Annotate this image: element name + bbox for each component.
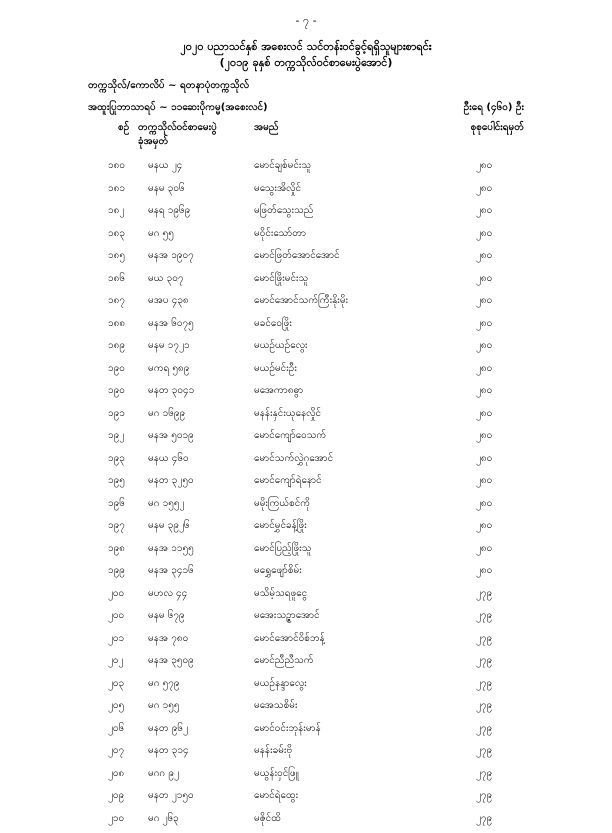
roll-number-cell: မနတ ၉၆၂ — [148, 721, 188, 736]
table-row — [0, 496, 612, 519]
table-row — [0, 271, 612, 294]
serial-cell: ၁၉၈ — [108, 541, 125, 556]
table-row — [0, 338, 612, 361]
roll-number-cell: မဂ ၅၇၉ — [148, 676, 179, 691]
score-cell: ၂၇၉ — [476, 743, 492, 758]
table-row — [0, 473, 612, 496]
name-cell: မောင်ချစ်မင်းသူ — [254, 158, 311, 173]
serial-cell: ၂၀၃ — [108, 676, 124, 691]
roll-number-cell: မဂ ၅၅ — [148, 226, 174, 241]
name-cell: မောင်အောင်ဝိစ်ဘန့် — [254, 631, 325, 646]
serial-cell: ၂၁၀ — [108, 811, 124, 826]
score-cell: ၂၇၉ — [476, 608, 492, 623]
name-cell: မအေသစိမ်း — [254, 698, 297, 713]
roll-number-cell: မနတ ၃၁၄ — [148, 743, 189, 758]
table-row — [0, 743, 612, 766]
page-number: - ၇ - — [0, 14, 612, 30]
serial-cell: ၂၀၀ — [108, 608, 124, 623]
major-line: အထူးပြုဘာသာရပ် ~ ၁၁ဆေးပိုကမ္မ(အစေးလင်) — [88, 100, 268, 115]
name-cell: မောင်ကျော်ရဲနောင် — [254, 473, 322, 488]
header-roll-number: တက္ကသိုလ်ဝင်စာမေးပွဲ — [138, 120, 217, 135]
serial-cell: ၁၈၃ — [108, 226, 125, 241]
roll-number-cell: မဂ ၁၅၅၂ — [148, 496, 184, 511]
name-cell: မမိုးကြယ်စင်ကို — [254, 496, 310, 511]
table-row — [0, 203, 612, 226]
serial-cell: ၁၈၈ — [108, 316, 125, 331]
serial-cell: ၁၈၉ — [108, 338, 125, 353]
table-row — [0, 518, 612, 541]
table-row — [0, 226, 612, 249]
roll-number-cell: မဂဂ ၉၂ — [148, 766, 179, 781]
serial-cell: ၂၀၈ — [108, 766, 124, 781]
name-cell: မရွှေဖျော်စိမ်း — [254, 563, 302, 578]
table-row — [0, 721, 612, 744]
table-row — [0, 316, 612, 339]
name-cell: မောင်သက်လွှဲဂုအောင် — [254, 451, 333, 466]
score-cell: ၂၇၉ — [476, 811, 492, 826]
name-cell: မအေကာ၈ဓွာ — [254, 383, 303, 398]
serial-cell: ၁၉၂ — [108, 428, 124, 443]
roll-number-cell: မနမ ၁၇၂၁ — [148, 338, 190, 353]
table-row — [0, 181, 612, 204]
table-row — [0, 361, 612, 384]
score-cell: ၂၈၀ — [476, 563, 492, 578]
table-row — [0, 811, 612, 833]
name-cell: မခင်ဝေဖြိုး — [254, 316, 292, 331]
roll-number-cell: မနတ ၃၀၄၁ — [148, 383, 194, 398]
name-cell: မယဉ်ယဉ်လွေး — [254, 338, 308, 353]
name-cell: မသွေးအိလှိုင် — [254, 181, 301, 196]
score-cell: ၂၈၀ — [476, 451, 492, 466]
score-cell: ၂၈၀ — [476, 248, 492, 263]
score-cell: ၂၇၉ — [476, 721, 492, 736]
roll-number-cell: မဂ ၁၅၅ — [148, 698, 179, 713]
score-cell: ၂၈၀ — [476, 473, 492, 488]
name-cell: မောင်ညီညီသက် — [254, 653, 314, 668]
header-serial: စဉ် — [118, 120, 129, 135]
name-cell: မောင်မွှင်ခန့်ဖြိုး — [254, 518, 307, 533]
student-list — [0, 158, 612, 833]
serial-cell: ၁၈၇ — [108, 293, 125, 308]
header-roll-number-line2: ခုံအမှတ် — [138, 134, 168, 149]
roll-number-cell: မအပ ၄၃၈ — [148, 293, 189, 308]
score-cell: ၂၈၀ — [476, 316, 492, 331]
serial-cell: ၁၉၀ — [108, 383, 125, 398]
score-cell: ၂၈၀ — [476, 271, 492, 286]
name-cell: မဇိုင်ထိ — [254, 811, 281, 826]
score-cell: ၂၇၉ — [476, 653, 492, 668]
roll-number-cell: မနအ ၃၄၁၆ — [148, 563, 194, 578]
roll-number-cell: မဟလ ၄၄ — [148, 586, 187, 601]
score-cell: ၂၈၀ — [476, 338, 492, 353]
name-cell: မောင်အောင်သက်ကြီးနိုးမိုး — [254, 293, 348, 308]
serial-cell: ၂၀၇ — [108, 743, 124, 758]
roll-number-cell: မဂ ၁၆၉၉ — [148, 406, 185, 421]
table-row — [0, 563, 612, 586]
name-cell: မနန်းခမ်းဗို — [254, 743, 292, 758]
roll-number-cell: မနမ ၃၉၂၆ — [148, 518, 190, 533]
serial-cell: ၁၉၀ — [108, 361, 125, 376]
serial-cell: ၁၈၂ — [108, 203, 124, 218]
score-cell: ၂၈၀ — [476, 383, 492, 398]
roll-number-cell: မနမ ၆၇၉ — [148, 608, 185, 623]
table-row — [0, 766, 612, 789]
table-row — [0, 586, 612, 609]
roll-number-cell: မနအ ၁၁၅၅ — [148, 541, 194, 556]
roll-number-cell: မနတ ၂၁၅၀ — [148, 788, 194, 803]
roll-number-cell: မနအ ၇၈၀ — [148, 631, 188, 646]
name-cell: မောင်ပြည့်ဖြိုးသူ — [254, 541, 311, 556]
score-cell: ၂၇၉ — [476, 676, 492, 691]
header-total-marks: စုစုပေါင်းရမှတ် — [471, 120, 524, 135]
name-cell: မောင်ဖြတ်အောင်အောင် — [254, 248, 340, 263]
roll-number-cell: မနအ ၆၀၇၅ — [148, 316, 194, 331]
name-cell: မောင်ဖြိုးမင်းသူ — [254, 271, 308, 286]
name-cell: မယွန်းဝှင်ဖြူ — [254, 766, 299, 781]
serial-cell: ၂၀၀ — [108, 586, 124, 601]
table-row — [0, 248, 612, 271]
header-name: အမည် — [254, 120, 279, 135]
serial-cell: ၂၀၅ — [108, 698, 124, 713]
name-cell: မယဉ်နန္ဒာလွေး — [254, 676, 307, 691]
table-row — [0, 676, 612, 699]
score-cell: ၂၇၉ — [476, 631, 492, 646]
serial-cell: ၁၉၅ — [108, 473, 125, 488]
score-cell: ၂၈၀ — [476, 158, 492, 173]
score-cell: ၂၈၀ — [476, 541, 492, 556]
roll-number-cell: မနမ ၃၀၆ — [148, 181, 185, 196]
score-cell: ၂၈၀ — [476, 496, 492, 511]
name-cell: မဝိုင်းသော်တာ — [254, 226, 306, 241]
score-cell: ၂၈၀ — [476, 361, 492, 376]
table-row — [0, 293, 612, 316]
score-cell: ၂၇၉ — [476, 766, 492, 781]
table-row — [0, 383, 612, 406]
university-line: တက္ကသိုလ်/ကောလိပ် ~ ရတနာပုံတက္ကသိုလ် — [88, 78, 249, 93]
table-row — [0, 653, 612, 676]
roll-number-cell: မယ ၃၀၇ — [148, 271, 183, 286]
roll-number-cell: မကရ ၅၈၉ — [148, 361, 189, 376]
score-cell: ၂၈၀ — [476, 406, 492, 421]
serial-cell: ၁၈၆ — [108, 271, 125, 286]
serial-cell: ၂၀၂ — [108, 653, 123, 668]
roll-number-cell: မနတ ၃၂၅၀ — [148, 473, 194, 488]
roll-number-cell: မနယ ၄၆၀ — [148, 451, 189, 466]
serial-cell: ၁၉၆ — [108, 496, 125, 511]
serial-cell: ၁၈၁ — [108, 181, 125, 196]
serial-cell: ၁၉၁ — [108, 406, 125, 421]
serial-cell: ၁၉၃ — [108, 451, 125, 466]
serial-cell: ၂၀၉ — [108, 788, 124, 803]
roll-number-cell: မနအ ၅၀၁၉ — [148, 428, 194, 443]
serial-cell: ၁၉၇ — [108, 518, 125, 533]
name-cell: မောင်ကျော်ဝေသက် — [254, 428, 326, 443]
table-row — [0, 451, 612, 474]
roll-number-cell: မနယ ၂၄ — [148, 158, 182, 173]
total-count: ဦးရေ (၄၆၀) ဦး — [464, 100, 524, 115]
serial-cell: ၁၈၀ — [108, 158, 125, 173]
score-cell: ၂၇၉ — [476, 586, 492, 601]
score-cell: ၂၈၀ — [476, 293, 492, 308]
name-cell: မအေးသဉ္ဇာအောင် — [254, 608, 320, 623]
name-cell: မောင်ရဲထွေး — [254, 788, 298, 803]
document-title: ၂၀၂၀ ပညာသင်နှစ် အစေးလင် သင်တန်းဝင်ခွင့်ရရှိသူများစာရင်း — [0, 40, 612, 56]
score-cell: ၂၈၀ — [476, 203, 492, 218]
table-row — [0, 608, 612, 631]
name-cell: မောင်ဝင်းဘုန်းမာန် — [254, 721, 321, 736]
score-cell: ၂၈၀ — [476, 518, 492, 533]
table-row — [0, 631, 612, 654]
serial-cell: ၂၀၆ — [108, 721, 124, 736]
name-cell: မယဉ်မင်းဦး — [254, 361, 297, 376]
table-row — [0, 698, 612, 721]
roll-number-cell: မနအ ၃၅၀၉ — [148, 653, 194, 668]
score-cell: ၂၈၀ — [476, 181, 492, 196]
table-row — [0, 788, 612, 811]
table-row — [0, 541, 612, 564]
roll-number-cell: မနအ ၁၉၀၇ — [148, 248, 194, 263]
serial-cell: ၁၉၉ — [108, 563, 125, 578]
roll-number-cell: မနရ ၁၉၆၉ — [148, 203, 190, 218]
name-cell: မနန်းနှင်းယုနေလှိုင် — [254, 406, 321, 421]
score-cell: ၂၈၀ — [476, 428, 492, 443]
serial-cell: ၁၈၅ — [108, 248, 125, 263]
score-cell: ၂၇၉ — [476, 698, 492, 713]
table-row — [0, 428, 612, 451]
score-cell: ၂၈၀ — [476, 226, 492, 241]
score-cell: ၂၇၉ — [476, 788, 492, 803]
name-cell: မသိမ့်သရဖူငွေ — [254, 586, 307, 601]
serial-cell: ၂၀၁ — [108, 631, 124, 646]
roll-number-cell: မဂ ၂၆၃ — [148, 811, 179, 826]
table-row — [0, 406, 612, 429]
name-cell: မဖြတ်သွေးသည် — [254, 203, 313, 218]
document-subtitle: (၂၀၁၉ ခုနှစ် တက္ကသိုလ်ဝင်စာမေးပွဲအောင်) — [0, 56, 612, 72]
table-row — [0, 158, 612, 181]
